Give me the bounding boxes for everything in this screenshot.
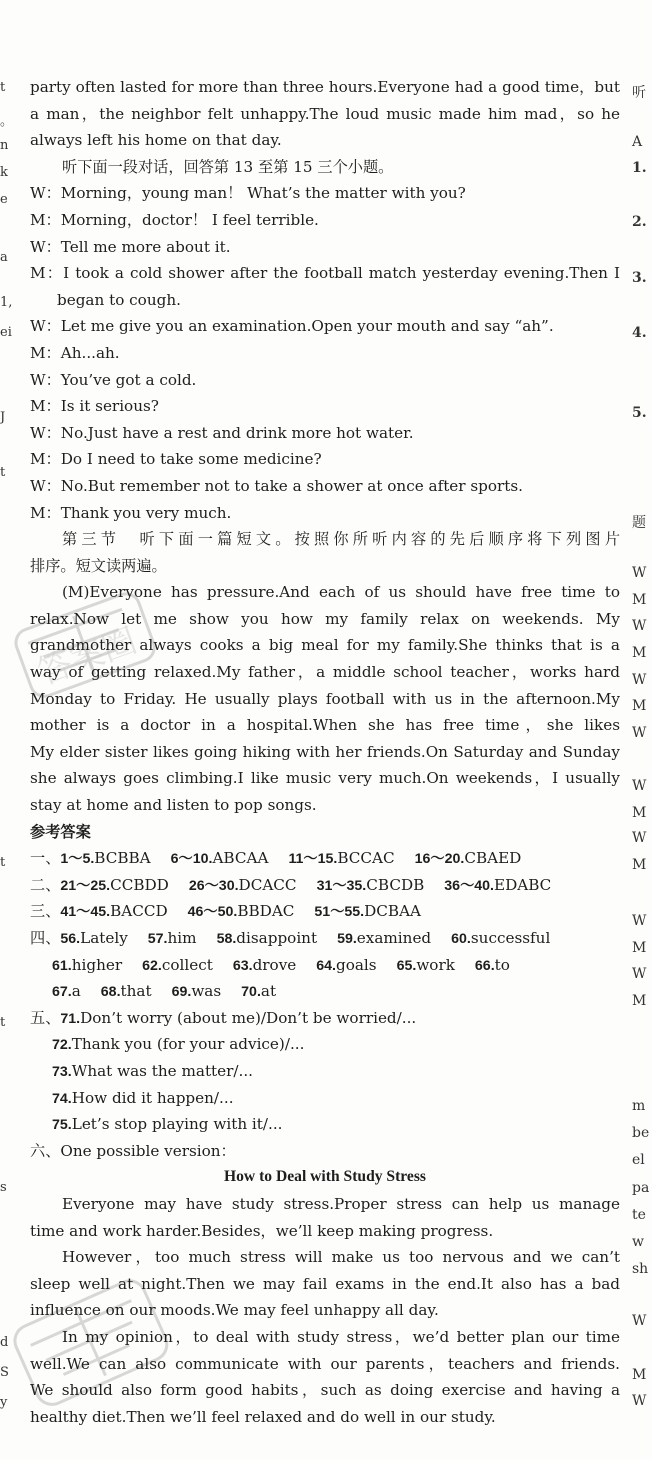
- answer-item: [314, 902, 421, 920]
- left-edge-glyph: k: [0, 165, 8, 180]
- answer-number: 56.: [60, 931, 81, 947]
- essay-line: We should also form good habits，such as doing exercise and having a: [30, 1381, 620, 1400]
- passage-line: Monday to Friday. He usually plays football with us in the afternoon.My: [30, 689, 620, 708]
- answer-value: successful: [470, 929, 551, 947]
- right-edge-glyph: 题: [632, 515, 646, 531]
- right-edge-glyph: W: [632, 618, 647, 634]
- answer-item: [288, 849, 394, 867]
- left-edge-glyph: S: [0, 1365, 9, 1380]
- answer-item: [171, 849, 269, 867]
- answer-number: 57.: [147, 931, 168, 947]
- passage-line: stay at home and listen to pop songs.: [30, 796, 317, 815]
- answer-value: ABCAA: [212, 849, 269, 868]
- answer-item: [52, 1115, 282, 1133]
- answer-number: 74.: [52, 1090, 72, 1107]
- dialogue: [30, 180, 620, 526]
- answer-value: BACCD: [110, 902, 168, 921]
- text-line: party often lasted for more than three hours.Everyone had a good time，but: [30, 78, 620, 96]
- answer-value: EDABC: [494, 875, 552, 894]
- right-edge-glyph: sh: [632, 1261, 649, 1277]
- main-column: [30, 74, 620, 1430]
- answer-value: Lately: [80, 929, 128, 947]
- essay-line: time and work harder.Besides，we’ll keep making progress.: [30, 1221, 494, 1240]
- answer-number: 73.: [52, 1063, 72, 1080]
- passage-continuation: [30, 74, 620, 154]
- right-edge-glyph: W: [632, 1313, 647, 1329]
- answer-number: 69.: [171, 984, 192, 1001]
- answer-number: 60.: [451, 931, 471, 947]
- left-edge-glyph: n: [0, 138, 9, 153]
- passage-line: grandmother always cooks a big meal for my family.She thinks that is a: [30, 636, 620, 655]
- answer-item: [316, 956, 376, 974]
- right-edge-glyph: M: [632, 940, 647, 956]
- answer-row: [30, 925, 620, 952]
- right-edge-glyph: W: [632, 913, 647, 929]
- essay-line: influence on our moods.We may feel unhappy all day.: [30, 1301, 439, 1320]
- right-edge-glyph: M: [632, 592, 647, 608]
- answer-item: [60, 849, 150, 867]
- right-edge-glyph: M: [632, 993, 647, 1009]
- answer-item: [317, 876, 425, 894]
- answer-item: [415, 849, 522, 867]
- answer-number: 61.: [52, 957, 72, 974]
- answer-value: Thank you (for your advice)/...: [71, 1035, 305, 1054]
- answer-item: [52, 1035, 304, 1053]
- left-edge-glyph: a: [0, 250, 8, 265]
- right-page-edge: [632, 0, 652, 1460]
- answer-number: 63.: [232, 957, 253, 974]
- dialogue-line: W：No.Just have a rest and drink more hot water.: [30, 423, 414, 442]
- section-heading: 听下面一段对话，回答第 13 至第 15 三个小题。: [62, 157, 394, 176]
- answer-value: How did it happen/...: [71, 1088, 234, 1107]
- dialogue-line: W：Morning，young man！ What’s the matter with you?: [30, 184, 466, 203]
- right-edge-glyph: be: [632, 1125, 650, 1141]
- answer-number: 68.: [100, 984, 121, 1001]
- essay-line: sleep well at night.Then we may fail exams in the end.It also has a bad: [30, 1274, 620, 1293]
- dialogue-line: M：Thank you very much.: [30, 503, 232, 522]
- right-edge-glyph: A: [632, 134, 643, 150]
- left-edge-glyph: y: [0, 1395, 8, 1410]
- text-line: always left his home on that day.: [30, 131, 282, 150]
- answer-value: DCBAA: [364, 902, 422, 921]
- answer-item: [444, 876, 551, 894]
- answer-value: DCACC: [238, 875, 297, 894]
- passage-line: she always goes climbing.I like music very much.On weekends，I usually: [30, 769, 620, 788]
- left-edge-glyph: 1,: [0, 295, 13, 310]
- answer-number: 36～40.: [444, 877, 494, 894]
- answer-value: collect: [161, 955, 213, 974]
- right-edge-glyph: W: [632, 966, 647, 982]
- answer-value: Let’s stop playing with it/...: [71, 1115, 283, 1134]
- right-edge-glyph: M: [632, 805, 647, 821]
- answer-row: [30, 1058, 620, 1085]
- answer-number: 64.: [316, 957, 336, 974]
- answer-number: 16～20.: [414, 851, 465, 868]
- right-edge-glyph: pa: [632, 1180, 650, 1196]
- answer-value: CBAED: [464, 849, 522, 868]
- answer-item: [172, 982, 222, 1000]
- answer-value: him: [167, 929, 197, 947]
- answer-item: [60, 929, 127, 947]
- answer-number: 46～50.: [187, 904, 238, 921]
- right-edge-glyph: m: [632, 1098, 646, 1114]
- passage-line: mother is a doctor in a hospital.When she has free time，she likes: [30, 716, 620, 735]
- answer-number: 65.: [396, 957, 417, 974]
- left-edge-glyph: t: [0, 855, 6, 870]
- answer-number: 51～55.: [314, 904, 365, 921]
- answer-number: 70.: [241, 984, 261, 1001]
- dialogue-line: W：Tell me more about it.: [30, 237, 231, 256]
- answer-item: [451, 929, 550, 947]
- answer-number: 59.: [337, 931, 357, 947]
- text-line: a man，the neighbor felt unhappy.The loud music made him mad，so he: [30, 104, 620, 123]
- answer-value: What was the matter/...: [71, 1061, 253, 1080]
- answer-row: [30, 872, 620, 899]
- dialogue-line: began to cough.: [57, 290, 181, 309]
- answer-item: [60, 876, 168, 894]
- answer-item: [217, 929, 318, 947]
- left-edge-glyph: ei: [0, 325, 12, 340]
- answer-item: [52, 956, 122, 974]
- answer-item: [60, 1009, 416, 1027]
- answer-section-number: 二、: [30, 875, 61, 894]
- right-edge-glyph: w: [632, 1234, 644, 1250]
- left-edge-glyph: d: [0, 1335, 9, 1350]
- answer-item: [189, 876, 297, 894]
- passage-line: way of getting relaxed.My father，a middle school teacher，works hard: [30, 663, 620, 682]
- answer-number: 31～35.: [316, 877, 367, 894]
- answer-number: 71.: [60, 1010, 81, 1027]
- answer-value: goals: [336, 955, 377, 974]
- right-edge-glyph: 2.: [632, 214, 647, 230]
- answer-section-number: 一、: [30, 849, 61, 868]
- answer-row: [30, 1111, 620, 1138]
- right-edge-glyph: 3.: [632, 270, 647, 286]
- left-page-edge: [0, 0, 12, 1460]
- section-heading: 排序。短文读两遍。: [30, 556, 167, 575]
- answer-number: 58.: [216, 931, 237, 947]
- answer-value: drove: [252, 955, 297, 974]
- answer-value: CCBDD: [110, 875, 169, 894]
- answer-item: [188, 902, 295, 920]
- right-edge-glyph: W: [632, 565, 647, 581]
- answer-row: [30, 898, 620, 925]
- right-edge-glyph: 4.: [632, 325, 647, 341]
- answer-number: 62.: [142, 957, 162, 974]
- answer-section-number: 四、: [30, 929, 61, 947]
- answer-value: BBDAC: [237, 902, 295, 921]
- left-edge-glyph: t: [0, 465, 6, 480]
- passage-line: My elder sister likes going hiking with her friends.On Saturday and Sunday: [30, 742, 620, 761]
- answer-number: 11～15.: [288, 851, 338, 868]
- answer-number: 72.: [52, 1037, 72, 1054]
- right-edge-glyph: M: [632, 698, 647, 714]
- right-edge-glyph: M: [632, 1367, 647, 1383]
- answer-item: [241, 982, 276, 1000]
- answer-value: disappoint: [236, 929, 318, 947]
- answer-value: examined: [356, 929, 432, 947]
- right-edge-glyph: M: [632, 857, 647, 873]
- answer-number: 21～25.: [60, 877, 111, 894]
- answer-key: [30, 845, 620, 1138]
- answer-item: [101, 982, 152, 1000]
- answer-number: 75.: [52, 1117, 72, 1134]
- essay-line: In my opinion，to deal with study stress，we’d better plan our time: [62, 1327, 620, 1346]
- passage-line: relax.Now let me show you how my family relax on weekends. My: [30, 609, 620, 628]
- right-edge-glyph: M: [632, 645, 647, 661]
- right-edge-glyph: W: [632, 778, 647, 794]
- answer-section-number: 三、: [30, 902, 61, 921]
- answers-heading: 参考答案: [30, 822, 91, 841]
- essay-line: Everyone may have study stress.Proper stress can help us manage: [62, 1194, 620, 1213]
- left-edge-glyph: t: [0, 1015, 6, 1030]
- dialogue-line: W：You’ve got a cold.: [30, 370, 197, 389]
- answer-value: Don’t worry (about me)/Don’t be worried/...: [80, 1008, 417, 1027]
- answer-row: [30, 952, 620, 979]
- left-edge-glyph: s: [0, 1180, 7, 1195]
- answer-section-number: 五、: [30, 1008, 61, 1027]
- passage-line: (M)Everyone has pressure.And each of us should have free time to: [62, 583, 620, 602]
- answer-item: [60, 902, 167, 920]
- right-edge-glyph: W: [632, 1393, 647, 1409]
- left-edge-glyph: e: [0, 192, 8, 207]
- answer-row: [30, 1085, 620, 1112]
- answer-value: that: [120, 982, 152, 1001]
- answer-number: 41～45.: [60, 904, 111, 921]
- answer-item: [52, 1062, 253, 1080]
- dialogue-line: W：No.But remember not to take a shower at once after sports.: [30, 476, 524, 495]
- answer-value: was: [191, 982, 222, 1001]
- essay-line: healthy diet.Then we’ll feel relaxed and do well in our study.: [30, 1407, 496, 1426]
- right-edge-glyph: te: [632, 1207, 646, 1223]
- section-heading: 第三节 听下面一篇短文。按照你所听内容的先后顺序将下列图片: [62, 530, 620, 549]
- essay-line: However，too much stress will make us too nervous and we can’t: [62, 1248, 620, 1267]
- right-edge-glyph: 5.: [632, 405, 647, 421]
- right-edge-glyph: W: [632, 830, 647, 846]
- answer-item: [475, 956, 510, 974]
- left-edge-glyph: t: [0, 80, 6, 95]
- answer-number: 26～30.: [188, 877, 239, 894]
- answer-item: [148, 929, 197, 947]
- answer-number: 1～5.: [60, 851, 95, 868]
- answer-value: CBCDB: [366, 875, 425, 894]
- left-edge-glyph: 。: [0, 114, 14, 129]
- left-edge-glyph: J: [0, 410, 6, 425]
- answer-row: [30, 1031, 620, 1058]
- answer-item: [337, 929, 431, 947]
- answer-number: 67.: [52, 984, 72, 1001]
- answer-number: 6～10.: [170, 851, 213, 868]
- sample-essay: [30, 1191, 620, 1430]
- right-edge-glyph: W: [632, 725, 647, 741]
- answer-number: 66.: [474, 957, 495, 974]
- answer-value: higher: [71, 955, 123, 974]
- answer-row: [30, 978, 620, 1005]
- answer-value: a: [71, 982, 81, 1001]
- dialogue-line: M：Do I need to take some medicine?: [30, 450, 322, 469]
- writing-label: 六、One possible version：: [30, 1141, 236, 1160]
- answer-item: [52, 1089, 234, 1107]
- answer-item: [142, 956, 213, 974]
- answer-item: [52, 982, 81, 1000]
- dialogue-line: M：I took a cold shower after the football match yesterday evening.Then I: [30, 264, 620, 283]
- right-edge-glyph: 听: [632, 85, 646, 101]
- right-edge-glyph: 1.: [632, 160, 647, 176]
- right-edge-glyph: el: [632, 1152, 645, 1168]
- answer-row: [30, 1005, 620, 1032]
- answer-item: [397, 956, 455, 974]
- watermark-text: 答案圈: [32, 620, 143, 694]
- dialogue-line: M：Morning，doctor！ I feel terrible.: [30, 210, 319, 229]
- dialogue-line: W：Let me give you an examination.Open your mouth and say “ah”.: [30, 317, 554, 336]
- answer-value: BCBBA: [94, 849, 151, 868]
- answer-value: to: [494, 955, 510, 974]
- essay-title: How to Deal with Study Stress: [223, 1168, 426, 1186]
- dialogue-line: M：Is it serious?: [30, 397, 159, 416]
- answer-value: at: [260, 982, 277, 1001]
- right-edge-glyph: W: [632, 672, 647, 688]
- essay-line: well.We can also communicate with our parents，teachers and friends.: [30, 1354, 620, 1373]
- answer-row: [30, 845, 620, 872]
- answer-value: BCCAC: [337, 849, 395, 868]
- answer-value: work: [416, 955, 455, 974]
- answer-item: [233, 956, 296, 974]
- dialogue-line: M：Ah...ah.: [30, 343, 120, 362]
- listening-passage: [30, 579, 620, 818]
- section-3-heading: [30, 526, 620, 579]
